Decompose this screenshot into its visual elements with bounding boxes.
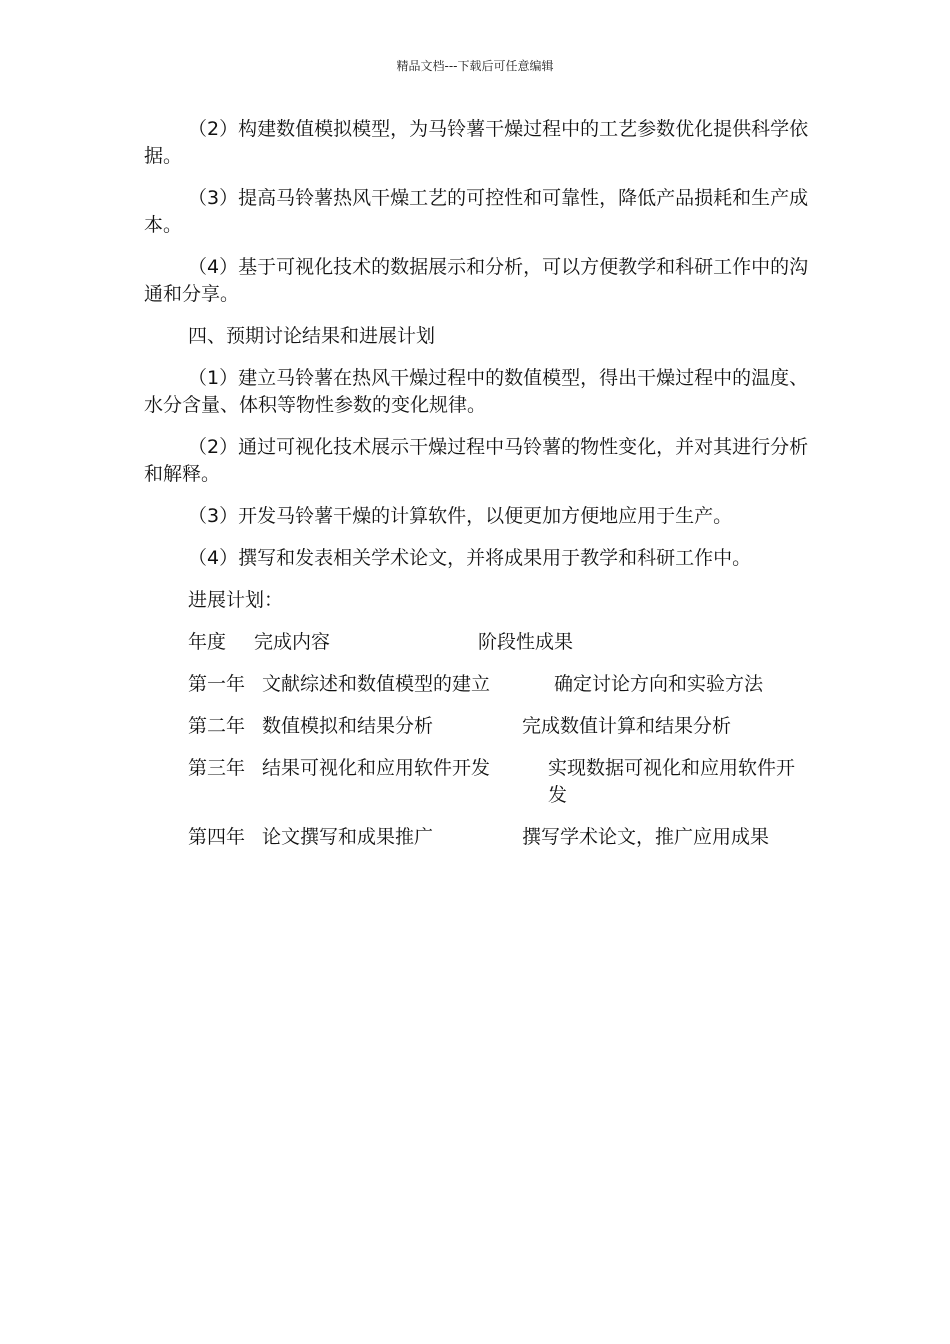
plan-row bbox=[144, 755, 809, 809]
plan-row bbox=[144, 713, 809, 740]
document-body bbox=[144, 116, 809, 866]
plan-result: 实现数据可视化和应用软件开发 bbox=[548, 757, 796, 806]
paragraph: （3）提高马铃薯热风干燥工艺的可控性和可靠性，降低产品损耗和生产成本。 bbox=[144, 187, 809, 236]
page-header: 精品文档---下载后可任意编辑 bbox=[396, 59, 554, 73]
plan-result: 撰写学术论文，推广应用成果 bbox=[522, 826, 770, 848]
plan-result: 确定讨论方向和实验方法 bbox=[554, 673, 764, 695]
plan-label: 进展计划： bbox=[188, 589, 284, 611]
plan-result-wrapped bbox=[548, 755, 808, 809]
plan-year: 第三年 bbox=[188, 757, 246, 779]
paragraph: （2）构建数值模拟模型，为马铃薯干燥过程中的工艺参数优化提供科学依据。 bbox=[144, 118, 809, 167]
plan-year: 第四年 bbox=[188, 826, 246, 848]
plan-header-result: 阶段性成果 bbox=[478, 631, 574, 653]
paragraph: （1）建立马铃薯在热风干燥过程中的数值模型，得出干燥过程中的温度、水分含量、体积等物性参数的变化规律。 bbox=[144, 367, 809, 416]
plan-year: 第一年 bbox=[188, 673, 246, 695]
plan-header-row bbox=[144, 629, 809, 656]
plan-content: 结果可视化和应用软件开发 bbox=[262, 757, 491, 779]
plan-header-content: 完成内容 bbox=[254, 631, 331, 653]
plan-header-year: 年度 bbox=[188, 631, 227, 653]
paragraph: （4）撰写和发表相关学术论文，并将成果用于教学和科研工作中。 bbox=[188, 547, 752, 569]
plan-content: 论文撰写和成果推广 bbox=[262, 826, 434, 848]
plan-content: 文献综述和数值模型的建立 bbox=[262, 673, 491, 695]
plan-content: 数值模拟和结果分析 bbox=[262, 715, 434, 737]
plan-row bbox=[144, 671, 809, 698]
paragraph: （4）基于可视化技术的数据展示和分析，可以方便教学和科研工作中的沟通和分享。 bbox=[144, 256, 809, 305]
plan-result: 完成数值计算和结果分析 bbox=[522, 715, 732, 737]
paragraph: （3）开发马铃薯干燥的计算软件，以便更加方便地应用于生产。 bbox=[188, 505, 733, 527]
paragraph: （2）通过可视化技术展示干燥过程中马铃薯的物性变化，并对其进行分析和解释。 bbox=[144, 436, 809, 485]
section-heading: 四、预期讨论结果和进展计划 bbox=[188, 325, 436, 347]
plan-row bbox=[144, 824, 809, 851]
plan-year: 第二年 bbox=[188, 715, 246, 737]
